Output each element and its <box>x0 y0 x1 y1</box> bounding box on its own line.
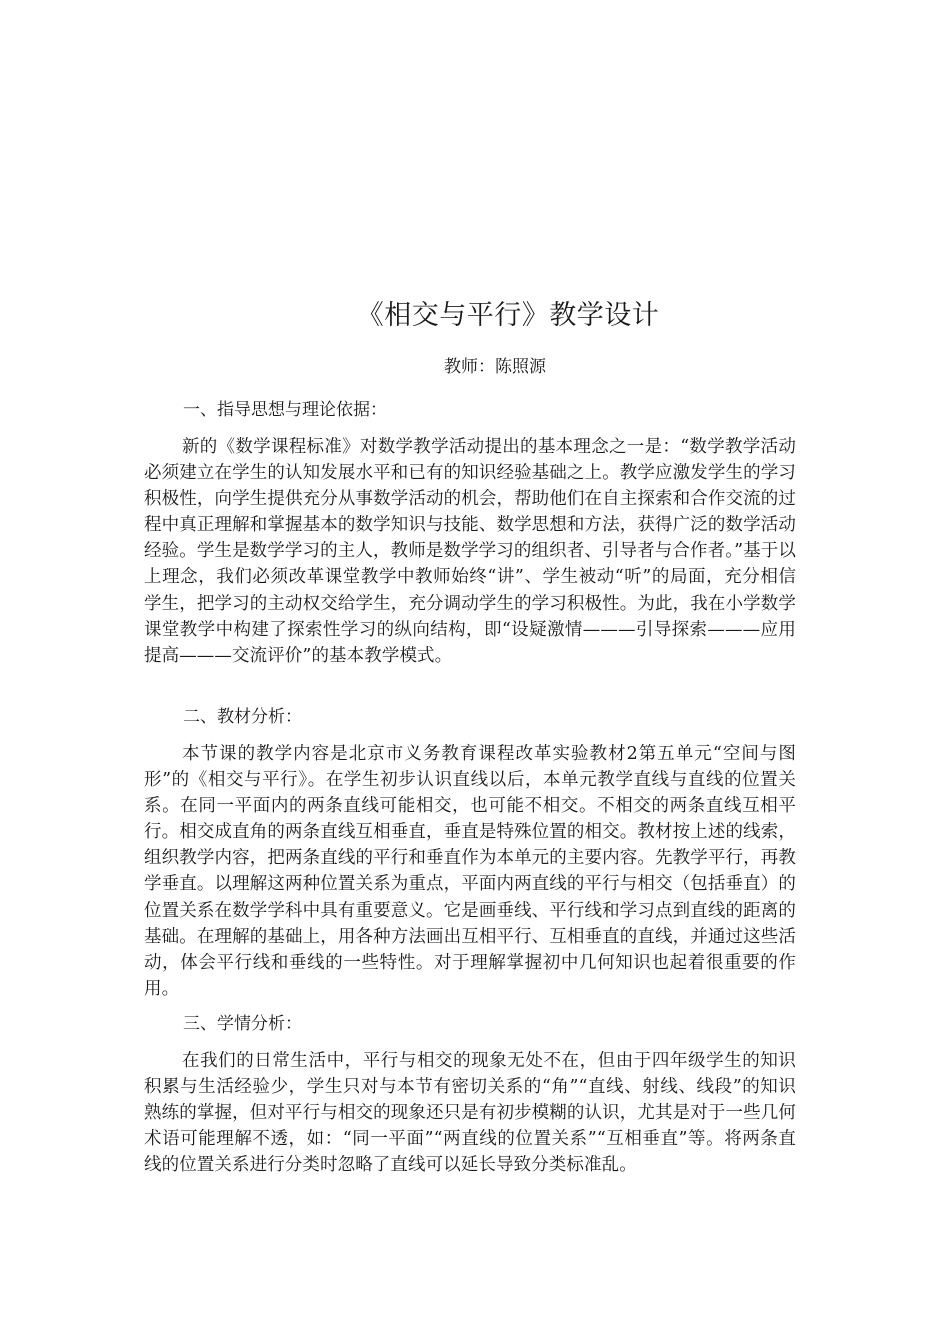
section-body-textbook-analysis: 本节课的教学内容是北京市义务教育课程改革实验教材2第五单元“空间与图形”的《相交与平行》。在学生初步认识直线以后，本单元教学直线与直线的位置关系。在同一平面内的两条直线可能相交，也可能不相交。不相交的两条直线互相平行。相交成直角的两条直线互相垂直，垂直是特殊位置的相交。教材按上述的线索，组织教学内容，把两条直线的平行和垂直作为本单元的主要内容。先教学平行，再教学垂直。以理解这两种位置关系为重点，平面内两直线的平行与相交（包括垂直）的位置关系在数学学科中具有重要意义。它是画垂线、平行线和学习点到直线的距离的基础。在理解的基础上，用各种方法画出互相平行、互相垂直的直线，并通过这些活动，体会平行线和垂线的一些特性。对于理解掌握初中几何知识也起着很重要的作用。 <box>144 744 796 999</box>
section-heading-textbook-analysis: 二、教材分析： <box>183 707 302 727</box>
section-heading-guiding-theory: 一、指导思想与理论依据： <box>183 400 387 420</box>
section-body-guiding-theory: 新的《数学课程标准》对数学教学活动提出的基本理念之一是：“数学教学活动必须建立在学生的认知发展水平和已有的知识经验基础之上。教学应激发学生的学习积极性，向学生提供充分从事数学活动的机会，帮助他们在自主探索和合作交流的过程中真正理解和掌握基本的数学知识与技能、数学思想和方法，获得广泛的数学活动经验。学生是数学学习的主人，教师是数学学习的组织者、引导者与合作者。”基于以上理念，我们必须改革课堂教学中教师始终“讲”、学生被动“听”的局面，充分相信学生，把学习的主动权交给学生，充分调动学生的学习积极性。为此，我在小学数学课堂教学中构建了探索性学习的纵向结构，即“设疑激情———引导探索———应用提高———交流评价”的基本教学模式。 <box>144 437 796 666</box>
author-line: 教师：陈照源 <box>444 357 546 377</box>
section-body-student-analysis: 在我们的日常生活中，平行与相交的现象无处不在，但由于四年级学生的知识积累与生活经验少，学生只对与本节有密切关系的“角”“直线、射线、线段”的知识熟练的掌握，但对平行与相交的现象还只是有初步模糊的认识，尤其是对于一些几何术语可能理解不透，如：“同一平面”“两直线的位置关系”“互相垂直”等。将两条直线的位置关系进行分类时忽略了直线可以延长导致分类标准乱。 <box>144 1051 796 1176</box>
section-heading-student-analysis: 三、学情分析： <box>183 1014 302 1034</box>
document-title: 《相交与平行》教学设计 <box>356 300 660 331</box>
